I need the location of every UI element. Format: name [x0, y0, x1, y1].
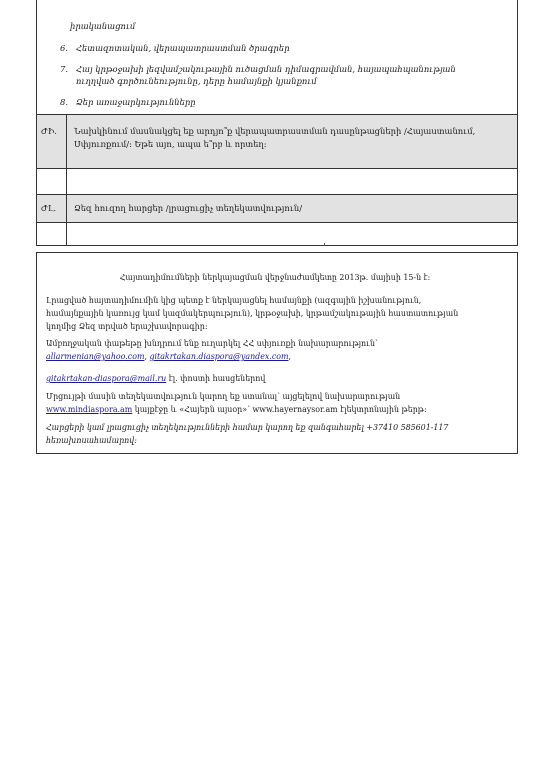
site-end-text: էլեկտրոնային թերթ: — [340, 405, 427, 414]
phone-number: +37410 585601-117 — [366, 423, 449, 432]
notice-paragraph2-line1: Ամբողջական փաթեթը խնդրում ենք ուղարկել ՀՀ սփյուռքի նախարարություն՝ — [46, 339, 378, 348]
email-line: allarmenian@yahoo.com, gitakrtakan.diaspora@yandex.com, — [46, 352, 292, 361]
item-8-number: 8. — [60, 97, 68, 107]
email-link-mailru[interactable]: gitakrtakan-diaspora@mail.ru — [46, 374, 167, 383]
notice-paragraph1-line1: Լրացված հայտադիմումին կից պետք է ներկայացնել համայնքի (ազգային իշխանություն, — [46, 296, 422, 305]
notice-paragraph3-line2 — [46, 404, 427, 415]
top-fragment: իրականացում — [70, 21, 136, 31]
notice-paragraph1-line3: կողմից Ձեզ տրված երաշխավորագիր: — [46, 322, 208, 331]
notice-paragraph1-line2: համայնքային կառույց կամ կազմակերպություն), կրթօջախի, կրթամշակութային հաստատության — [46, 309, 459, 318]
notice-paragraph3-line1: Մրցույթի մասին տեղեկատվություն կարող եք ստանալ՝ այցելելով նախարարության — [46, 392, 401, 401]
scan-mark — [324, 243, 325, 246]
email-line-2 — [46, 373, 265, 384]
item-7-text-line2: ուղղված գործունեությունը, դերը համայնքի կյանքում — [76, 76, 317, 86]
item-6-number: 6. — [60, 43, 68, 53]
deadline-text: Հայտադիմումների ներկայացման վերջնաժամկետը 2013թ. մայիսի 15-ն է: — [119, 273, 431, 282]
notice-paragraph4-line2: հեռախոսահամարով: — [46, 436, 137, 445]
email-link-yahoo[interactable]: allarmenian@yahoo.com — [46, 352, 145, 361]
item-6-text: Հետազոտական, վերապատրաստման ծրագրեր — [76, 43, 290, 53]
site-link-mindiaspora[interactable]: www.mindiaspora.am — [46, 405, 133, 414]
site-link-hayernaysor[interactable]: www.hayernaysor.am — [252, 405, 338, 414]
section-zh-label: ԺԻ. — [41, 126, 57, 136]
section-zhl-question: Ձեզ հուզող հարցեր /լրացուցիչ տեղեկատվություն/ — [74, 203, 303, 213]
email-suffix: էլ. փոստի հասցեներով — [168, 374, 266, 383]
email-link-yandex[interactable]: gitakrtakan.diaspora@yandex.com — [149, 352, 289, 361]
item-7-text-line1: Հայ կրթօջախի լեզվամշակութային ուծացման դիմագրավման, հայապահպանության — [76, 64, 456, 74]
site-middle-text: կայքէջը և «Հայերն այսօր»՝ — [134, 405, 250, 414]
item-7-number: 7. — [60, 64, 68, 74]
item-8-text: Ձեր առաջարկությունները — [76, 97, 196, 107]
phone-intro: Հարցերի կամ լրացուցիչ տեղեկությունների համար կարող եք զանգահարել — [46, 423, 364, 432]
notice-paragraph4-line1 — [46, 422, 448, 433]
section-zh-question-line2: Սփյուռքում/: Եթե այո, ապա ե՞րբ և որտեղ: — [74, 139, 267, 149]
section-zh-question-line1: Նախկինում մասնակցել եք արդյո՞ք վերապատրաստման դասընթացների /Հայաստանում, — [74, 126, 476, 136]
section-zhl-label: ԺԼ. — [41, 203, 57, 213]
